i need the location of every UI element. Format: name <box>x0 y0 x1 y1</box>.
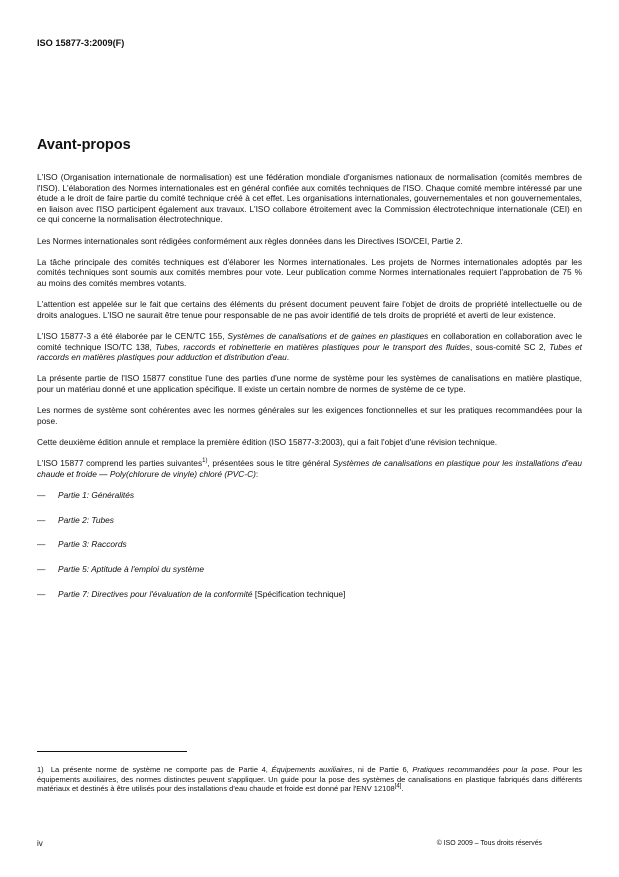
text-run: . <box>286 352 290 363</box>
paragraph-coherence: Les normes de système sont cohérentes avec les normes générales sur les exigences fonctionnelles et sur les pratiques recommandées pour la pose. <box>37 405 582 426</box>
list-item <box>37 539 582 550</box>
copyright-notice: © ISO 2009 – Tous droits réservés <box>436 840 542 847</box>
parts-list <box>37 490 582 599</box>
list-item <box>37 515 582 526</box>
dash-bullet: — <box>37 563 46 574</box>
part-title: Équipements auxiliaires <box>271 765 353 774</box>
paragraph-parts-intro <box>37 458 582 479</box>
dash-bullet: — <box>37 539 46 550</box>
text-run: . Pour les équipements auxiliaires, des normes distinctes peuvent s'appliquer. Un guide pour la pose des systèmes de canalisations en plastique fabriqués dans différents matériaux et destinés à être utilisés pour des installations d'eau chaude et froide est donné par l'ENV 12108 <box>37 765 582 794</box>
paragraph-prepared-by <box>37 331 582 363</box>
text-run: . <box>401 784 404 794</box>
paragraph-directives: Les Normes internationales sont rédigées conformément aux règles données dans les Directives ISO/CEI, Partie 2. <box>37 235 463 246</box>
text-run: , ni de Partie 6, <box>352 765 413 774</box>
part-note: [Spécification technique] <box>252 588 346 599</box>
page-number: iv <box>37 839 43 848</box>
text-run: L'ISO 15877 comprend les parties suivantes <box>37 458 203 469</box>
text-run: L'ISO 15877-3 a été élaborée par le CEN/TC 155, <box>37 330 228 341</box>
document-id-header: ISO 15877-3:2009(F) <box>37 38 125 48</box>
text-run: : <box>255 468 259 479</box>
bibliography-reference[interactable]: [4] <box>394 783 402 790</box>
committee-title: Tubes, raccords et robinetterie en matières plastiques pour le transport des fluides <box>155 341 470 352</box>
text-run: , sous-comité SC 2, <box>469 341 550 352</box>
part-label: Partie 5: Aptitude à l'emploi du système <box>58 563 204 574</box>
subcommittee-title: Tubes et raccords en matières plastiques pour adduction et distribution d'eau <box>37 341 583 363</box>
paragraph-edition: Cette deuxième édition annule et remplace la première édition (ISO 15877-3:2003), qui a fait l'objet d'une révision technique. <box>37 436 498 447</box>
paragraph-iso-organisation: L'ISO (Organisation internationale de normalisation) est une fédération mondiale d'organismes nationaux de normalisation (comités membres de l'ISO). L'élaboration des Normes internationales est en général confiée aux comités techniques de l'ISO. Chaque comité membre intéressé par une étude a le droit de faire partie du comité technique créé à cet effet. Les organisations internationales, gouvernementales et non gouvernementales, en liaison avec l'ISO participent également aux travaux. L'ISO collabore étroitement avec la Commission électrotechnique internationale (CEI) en ce qui concerne la normalisation électrotechnique. <box>37 172 582 225</box>
foreword-body <box>37 172 582 613</box>
text-run: , présentées sous le titre général <box>207 458 333 469</box>
part-title: Pratiques recommandées pour la pose <box>412 765 548 774</box>
committee-title: Systèmes de canalisations et de gaines en plastiques <box>227 330 429 341</box>
part-label: Partie 2: Tubes <box>58 514 114 525</box>
general-title: Systèmes de canalisations en plastique pour les installations d'eau chaude et froide — Poly(chlorure de vinyle) chloré (PVC-C) <box>37 458 582 479</box>
part-label: Partie 7: Directives pour l'évaluation de la conformité <box>58 588 253 599</box>
footnote-marker: 1) <box>37 765 44 774</box>
list-item <box>37 589 582 600</box>
paragraph-technical-committees: La tâche principale des comités techniques est d'élaborer les Normes internationales. Les projets de Normes internationales adoptés par les comités techniques sont soumis aux comités membres pour vote. Leur publication comme Normes internationales requiert l'approbation de 75 % au moins des comités membres votants. <box>37 256 582 288</box>
dash-bullet: — <box>37 489 46 500</box>
list-item <box>37 490 582 501</box>
part-label: Partie 3: Raccords <box>58 539 127 550</box>
text-run: La présente norme de système ne comporte pas de Partie 4, <box>50 765 272 774</box>
footnote-reference[interactable]: 1) <box>202 458 208 465</box>
paragraph-system-standard: La présente partie de l'ISO 15877 constitue l'une des parties d'une norme de système pour les systèmes de canalisations en matière plastique, pour un matériau donné et une application spécifique. Il existe un certain nombre de normes de système de ce type. <box>37 373 582 394</box>
section-title: Avant-propos <box>37 137 131 153</box>
paragraph-patent-rights: L'attention est appelée sur le fait que certains des éléments du présent document peuvent faire l'objet de droits de propriété intellectuelle ou de droits analogues. L'ISO ne saurait être tenue pour responsable de ne pas avoir identifié de tels droits de propriété et averti de leur existence. <box>37 299 582 320</box>
text-run: en collaboration en collaboration avec le comité technique ISO/TC 138, <box>37 330 583 352</box>
dash-bullet: — <box>37 588 46 599</box>
footnote-separator <box>37 751 187 752</box>
footnote <box>37 765 582 794</box>
list-item <box>37 564 582 575</box>
dash-bullet: — <box>37 514 46 525</box>
part-label: Partie 1: Généralités <box>58 489 135 500</box>
